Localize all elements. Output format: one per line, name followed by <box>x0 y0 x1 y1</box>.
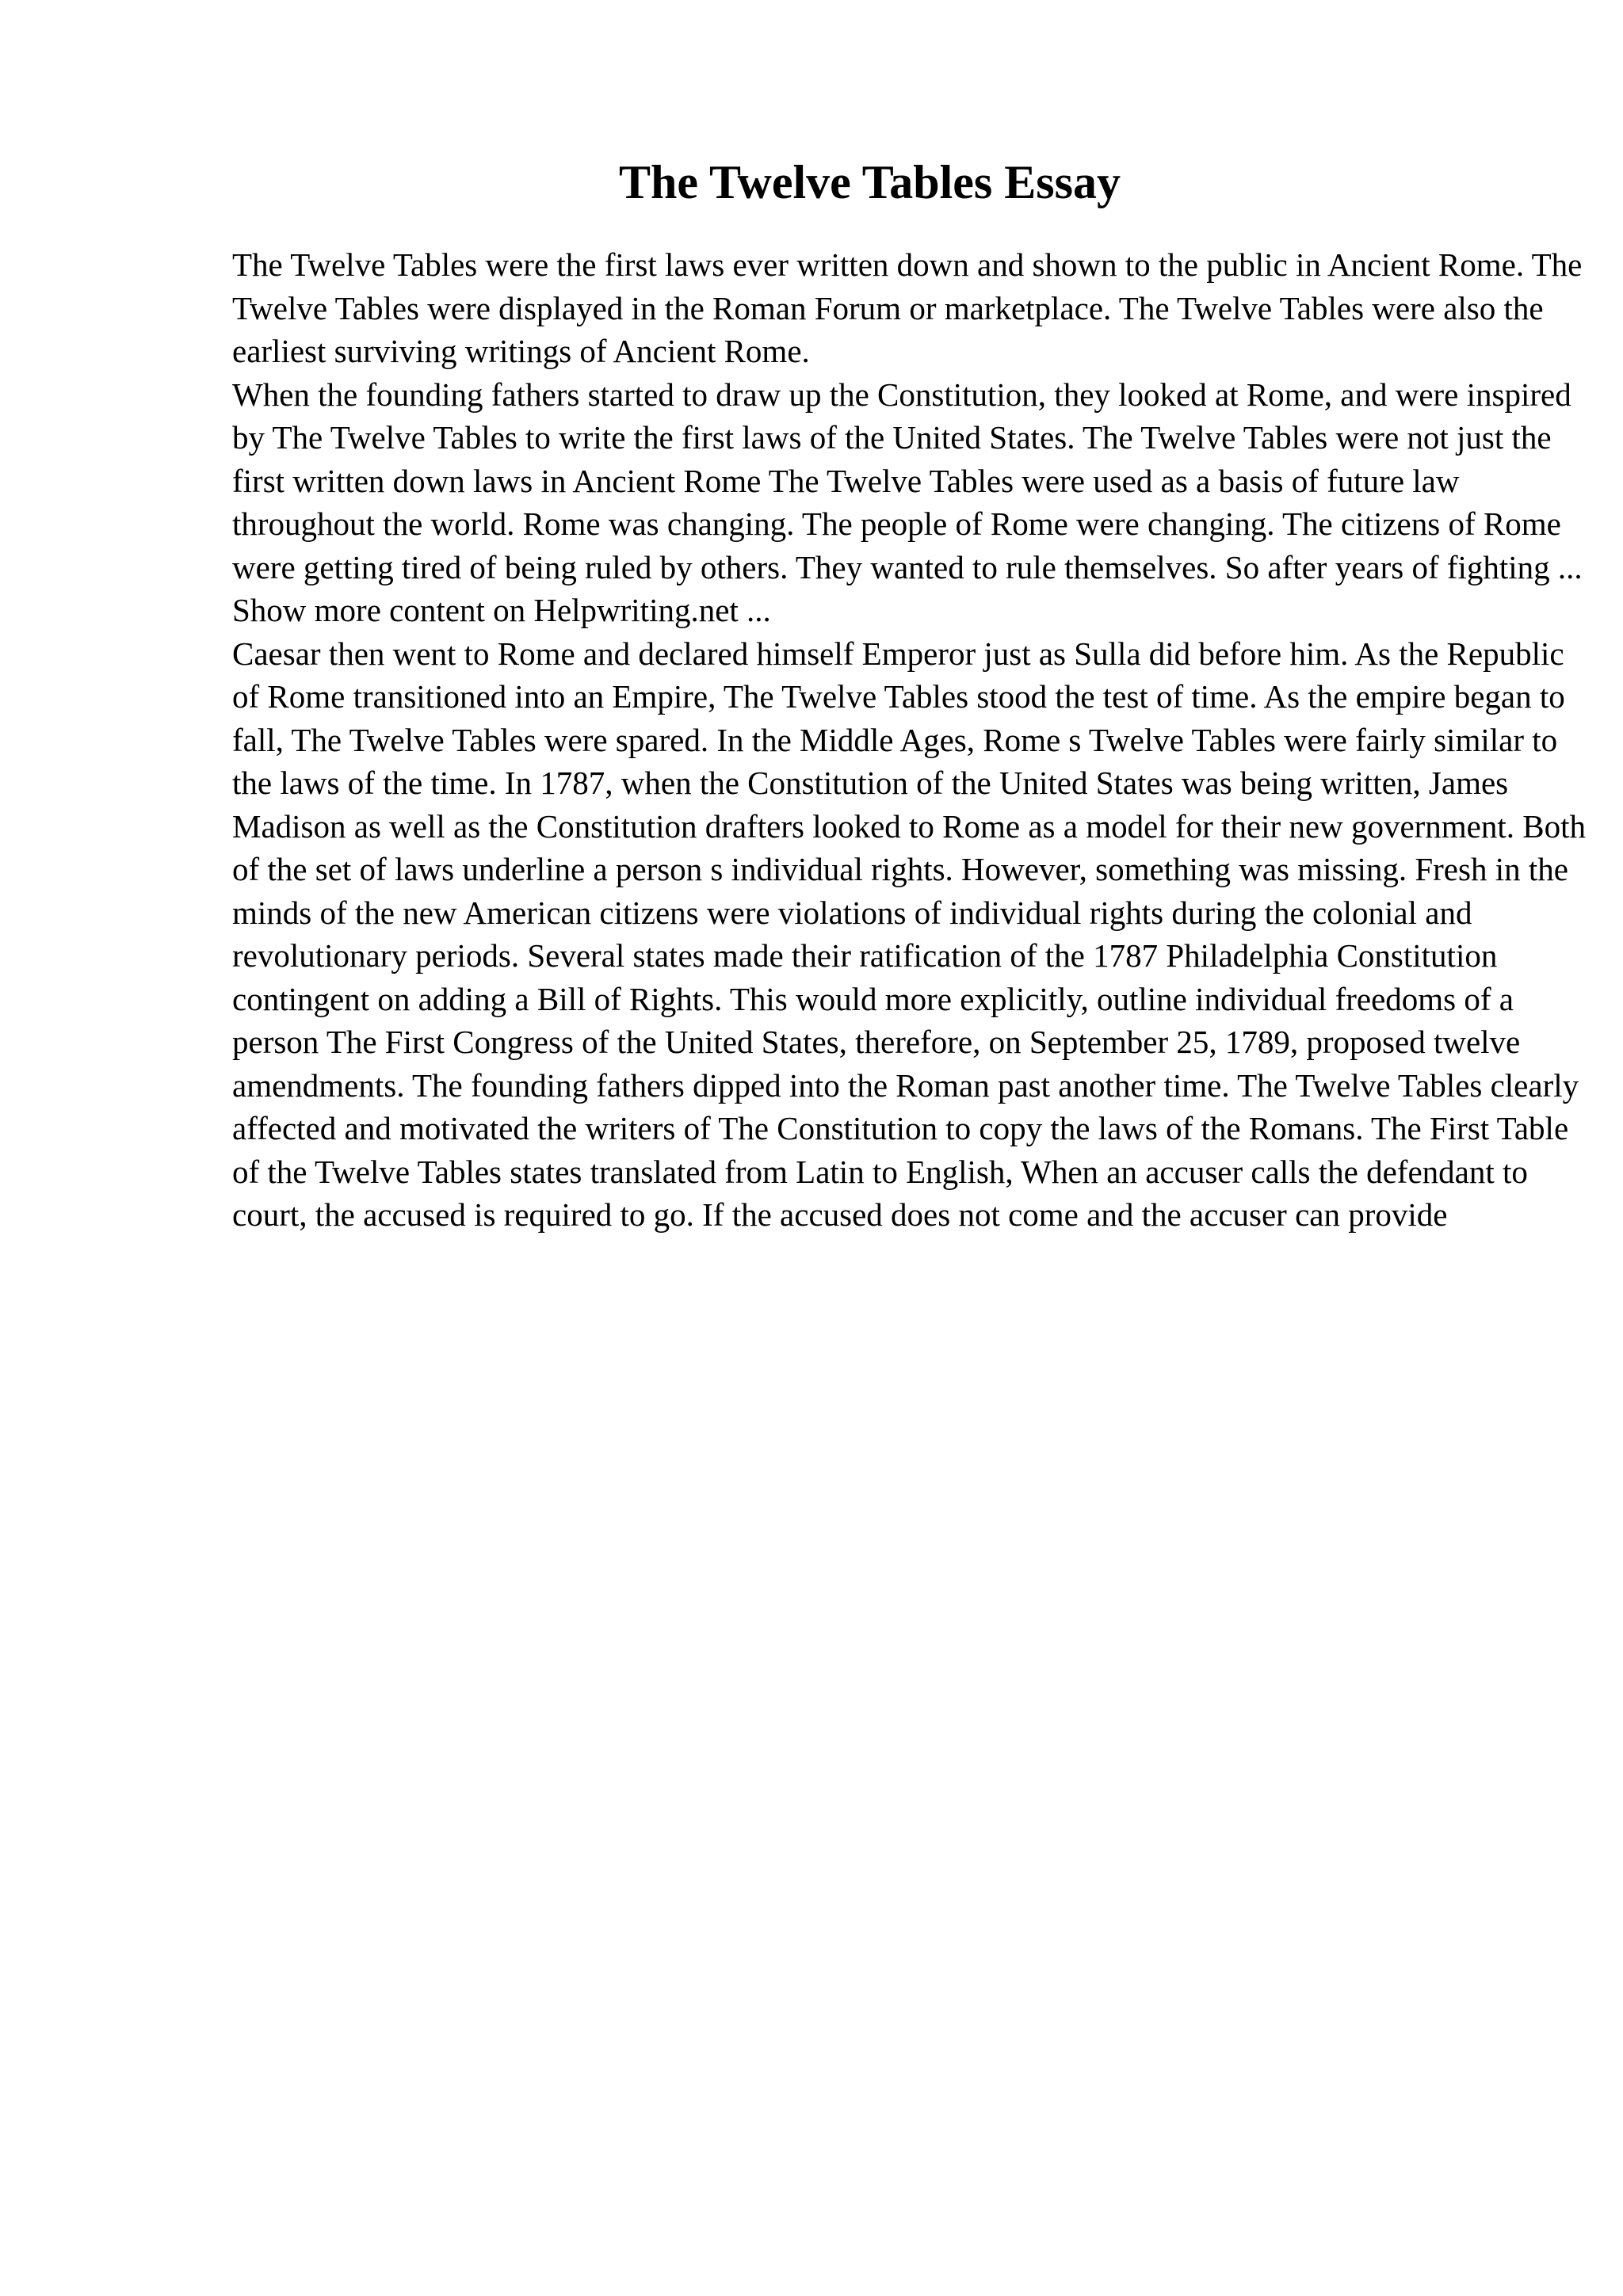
paragraph-2: When the founding fathers started to draw up the Constitution, they looked at Rome, and were inspired by The Twelve Tables to write the first laws of the United States. The Twelve Tables were not just the first written down laws in Ancient Rome The Twelve Tables were used as a basis of future law throughout the world. Rome was changing. The people of Rome were changing. The citizens of Rome were getting tired of being ruled by others. They wanted to rule themselves. So after years of fighting ... Show more content on Helpwriting.net ... <box>232 376 1583 628</box>
document-body <box>232 243 1595 1237</box>
paragraph-3: Caesar then went to Rome and declared himself Emperor just as Sulla did before him. As the Republic of Rome transitioned into an Empire, The Twelve Tables stood the test of time. As the empire began to fall, The Twelve Tables were spared. In the Middle Ages, Rome s Twelve Tables were fairly similar to the laws of the time. In 1787, when the Constitution of the United States was being written, James Madison as well as the Constitution drafters looked to Rome as a model for their new government. Both of the set of laws underline a person s individual rights. However, something was missing. Fresh in the minds of the new American citizens were violations of individual rights during the colonial and revolutionary periods. Several states made their ratification of the 1787 Philadelphia Constitution contingent on adding a Bill of Rights. This would more explicitly, outline individual freedoms of a person The First Congress of the United States, therefore, on September 25, 1789, proposed twelve amendments. The founding fathers dipped into the Roman past another time. The Twelve Tables clearly affected and motivated the writers of The Constitution to copy the laws of the Romans. The First Table of the Twelve Tables states translated from Latin to English, When an accuser calls the defendant to court, the accused is required to go. If the accused does not come and the accuser can provide <box>232 635 1587 1233</box>
paragraph-1: The Twelve Tables were the first laws ever written down and shown to the public in Ancient Rome. The Twelve Tables were displayed in the Roman Forum or marketplace. The Twelve Tables were also the earliest surviving writings of Ancient Rome. <box>232 246 1583 369</box>
document-title: The Twelve Tables Essay <box>619 156 1121 208</box>
